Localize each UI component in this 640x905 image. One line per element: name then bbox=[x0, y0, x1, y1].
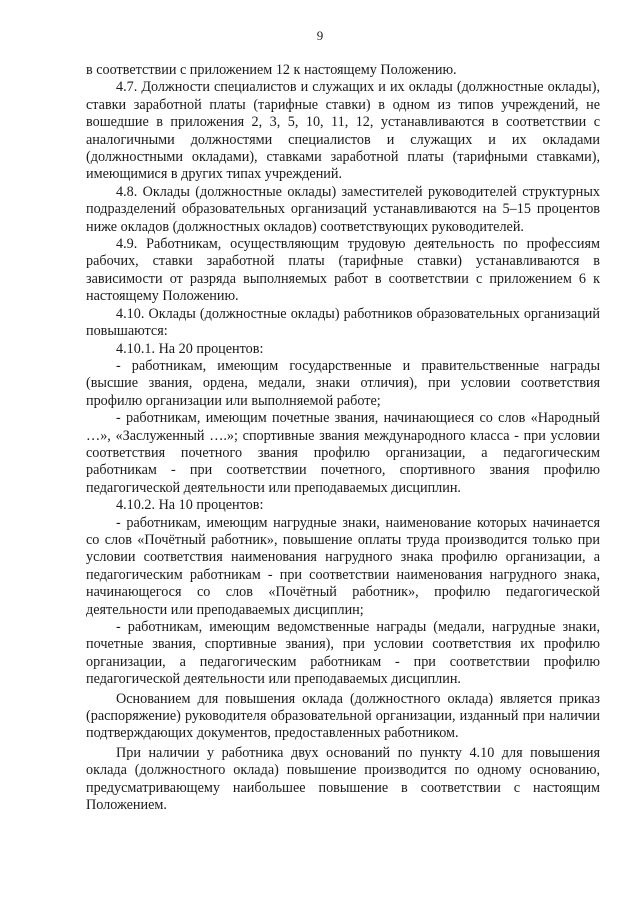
paragraph-basis-for-increase: Основанием для повышения оклада (должностного оклада) является приказ (распоряжение) руководителя образовательной организации, изданный при наличии подтверждающих документов, предоставленных работником. bbox=[86, 690, 600, 742]
list-item-honorary-titles: - работникам, имеющим почетные звания, начинающиеся со слов «Народный …», «Заслуженный ….»; спортивные звания международного класса - при условии соответствия почетного звания профилю организации, а педагогическим работникам - при соответствии почетного, спортивного звания профилю педагогической деятельности или преподаваемых дисциплин. bbox=[86, 410, 600, 496]
paragraph-4-9: 4.9. Работникам, осуществляющим трудовую деятельность по профессиям рабочих, ставки заработной платы (тарифные ставки) устанавливаются в зависимости от разряда выполняемых работ в соответствии с приложением 6 к настоящему Положению. bbox=[86, 236, 600, 305]
paragraph-4-10-1: 4.10.1. На 20 процентов: bbox=[116, 340, 264, 357]
paragraph-4-8: 4.8. Оклады (должностные оклады) заместителей руководителей структурных подразделений образовательных организаций устанавливаются на 5–15 процентов ниже окладов (должностных окладов) соответствующих руководителей. bbox=[86, 183, 600, 235]
paragraph-two-grounds: При наличии у работника двух оснований по пункту 4.10 для повышения оклада (должностного оклада) повышение производится по одному основанию, предусматривающему наибольшее повышение в соответствии с настоящим Положением. bbox=[86, 744, 600, 814]
page-number: 9 bbox=[316, 28, 324, 43]
list-item-departmental-awards: - работникам, имеющим ведомственные награды (медали, нагрудные знаки, почетные звания, спортивные звания), при условии соответствия их профилю организации, а педагогическим работникам - при соответствии профилю педагогической деятельности или преподаваемых дисциплин. bbox=[86, 619, 600, 688]
list-item-state-awards: - работникам, имеющим государственные и правительственные награды (высшие звания, ордена, медали, знаки отличия), при условии соответствия профилю организации или выполняемой работе; bbox=[86, 357, 600, 409]
document-body bbox=[86, 62, 600, 814]
list-item-breast-badges: - работникам, имеющим нагрудные знаки, наименование которых начинается со слов «Почётный работник», повышение оплаты труда производится только при условии соответствия наименования нагрудного знака профилю организации, а педагогическим работникам - при соответствии наименования нагрудного знака, начинающегося со слов «Почётный работник», профилю педагогической деятельности или преподаваемых дисциплин; bbox=[86, 514, 600, 618]
paragraph-continuation: в соответствии с приложением 12 к настоящему Положению. bbox=[86, 62, 457, 78]
paragraph-4-7: 4.7. Должности специалистов и служащих и их оклады (должностные оклады), ставки заработной платы (тарифные ставки) в одном из типов учреждений, не вошедшие в приложения 2, 3, 5, 10, 11, 12, устанавливаются в соответствии с аналогичными должностями специалистов и служащих и их окладами (должностными окладами), ставками заработной платы (тарифными ставками), имеющимися в других типах учреждений. bbox=[86, 79, 600, 183]
paragraph-4-10-2: 4.10.2. На 10 процентов: bbox=[116, 497, 264, 514]
paragraph-4-10: 4.10. Оклады (должностные оклады) работников образовательных организаций повышаются: bbox=[86, 305, 600, 340]
